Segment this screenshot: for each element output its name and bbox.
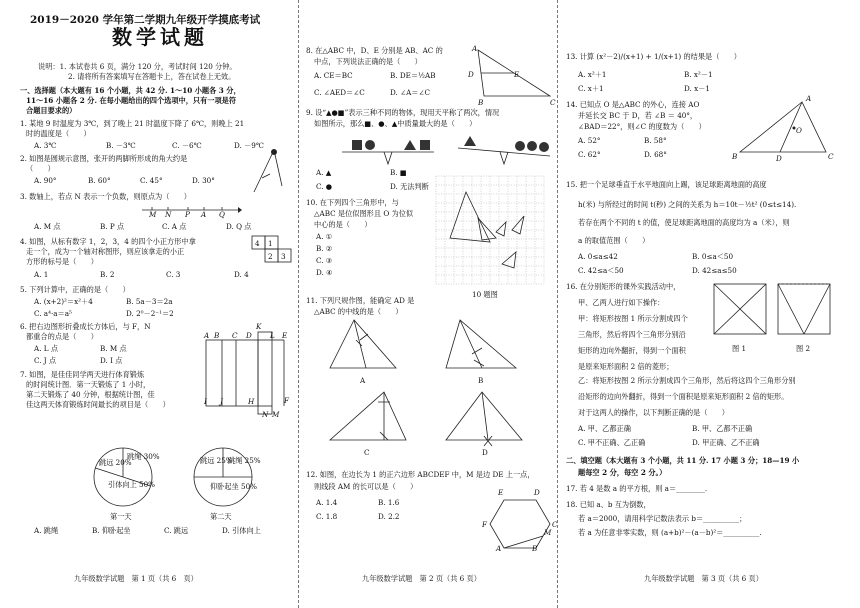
page-3 (560, 0, 860, 608)
q13-option-c: C. x＋1 (578, 84, 604, 93)
q14-text: 14. 已知点 O 是△ABC 的外心，连接 AO (566, 100, 700, 109)
q4-option-c: C. 3 (166, 270, 181, 279)
q10-text-3: 中心的是（ ） (314, 220, 372, 229)
page-2 (302, 0, 558, 608)
square-label-3: 3 (281, 252, 286, 261)
q1-text-2: 时的温度是（ ） (26, 129, 91, 138)
net-label-a: A (204, 331, 210, 340)
note-1: 说明：1. 本试卷共 6 页，满分 120 分，考试时间 120 分钟。 (38, 62, 237, 71)
q7-option-c: C. 跳远 (164, 526, 189, 535)
q1-option-d: D. －9℃ (234, 141, 264, 150)
q7-text-2: 的时间统计图．第一天锻炼了 1 小时， (26, 380, 151, 389)
q15-text: 15. 把一个足球垂直于水平地面向上踢，该足球距离地面的高度 (566, 180, 767, 189)
q8-option-c: C. ∠AED＝∠C (314, 88, 365, 97)
pie2-label-situp: 仰卧起坐 50% (210, 482, 258, 491)
q5-option-b: B. 5a－3＝2a (126, 297, 173, 306)
axis-label-a: A (201, 210, 207, 219)
pie1-label-jump: 跳远 20% (99, 458, 132, 467)
q14-label-a: A (806, 94, 812, 103)
q9-text: 9. 设“▲●■”表示三种不同的物体，现用天平称了两次，情况 (306, 108, 500, 117)
q3-text: 3. 数轴上，若点 N 表示一个负数，则原点为（ ） (20, 192, 191, 201)
grid-figure-q10 (432, 172, 548, 286)
q14-text-3: ∠BAD＝22°，则∠C 的度数为（ ） (578, 122, 706, 131)
q7-text: 7. 如图，是佳佳同学两天进行体育锻炼 (20, 370, 145, 379)
axis-label-n: N (165, 210, 172, 219)
q8-label-e: E (514, 70, 520, 79)
pie2-name: 第二天 (210, 512, 232, 521)
q5-text: 5. 下列计算中，正确的是（ ） (20, 285, 130, 294)
net-label-k: K (256, 322, 262, 331)
net-label-l: L (270, 331, 275, 340)
q11-label-d: D (482, 448, 488, 457)
net-label-c: C (232, 331, 238, 340)
q8-option-b: B. DE＝½AB (390, 71, 436, 80)
square-label-1: 1 (268, 239, 273, 248)
construction-d (442, 388, 528, 446)
q6-option-c: C. J 点 (34, 356, 57, 365)
q18-text-2: 若 a＝2000，请用科学记数法表示 b＝__________； (578, 514, 747, 523)
pie2-label-rope: 跳绳 25% (228, 456, 261, 465)
axis-label-q: Q (219, 210, 225, 219)
q16-text: 16. 在分别矩形的课外实践活动中， (566, 282, 681, 291)
q11-text: 11. 下列尺规作图，能确定 AD 是 (306, 296, 415, 305)
q1-text: 1. 某地 9 时温度为 3℃，到了晚上 21 时温度下降了 6℃，则晚上 21 (20, 119, 245, 128)
q7-option-d: D. 引体向上 (222, 526, 261, 535)
hex-label-e: E (498, 488, 504, 497)
hex-label-f: F (482, 520, 487, 529)
net-label-n: N (262, 410, 269, 419)
q18-text: 18. 已知 a、b 互为倒数， (566, 500, 651, 509)
q13-option-d: D. x－1 (684, 84, 710, 93)
q7-option-a: A. 跳绳 (34, 526, 59, 535)
q15-text-4: a 的取值范围（ ） (578, 236, 650, 245)
q2-text-2: （ ） (26, 164, 55, 173)
note-2: 2. 请将所有答案填写在答题卡上，答在试卷上无效。 (68, 72, 236, 81)
section-1-heading-3: 合题目要求的） (26, 106, 77, 115)
q15-option-a: A. 0≤a≤42 (578, 252, 618, 261)
q14-option-a: A. 52° (578, 136, 601, 145)
q15-text-2: h(米) 与所经过的时间 t(秒) 之间的关系为 h＝10t－½t² (0≤t≤14). (578, 200, 797, 209)
axis-label-p: P (185, 210, 190, 219)
q1-option-a: A. 3℃ (34, 141, 57, 150)
q4-text-3: 方形的标号是（ ） (26, 257, 98, 266)
page-2-footer: 九年级数学试题 第 2 页（共 6 页） (362, 574, 481, 583)
q5-option-d: D. 2⁰－2⁻¹＝2 (126, 309, 174, 318)
q12-text: 12. 如图，在边长为 1 的正六边形 ABCDEF 中，M 是边 DE 上一点， (306, 470, 535, 479)
q9-option-b: B. ■ (390, 168, 407, 177)
pie1-name: 第一天 (110, 512, 132, 521)
q16-text-8: 沿矩形的边向外翻折，得到一个面积是原来矩形面积 2 倍的矩形。 (578, 392, 789, 401)
page-1 (0, 0, 295, 608)
section-1-heading-2: 11～16 小题各 2 分. 在每小题给出的四个选项中，只有一项是符 (26, 96, 237, 105)
q5-option-c: C. a⁴·a＝a⁵ (34, 309, 72, 318)
q10-option-a: A. ① (316, 232, 333, 241)
page-1-footer: 九年级数学试题 第 1 页（共 6 页） (74, 574, 198, 583)
q8-text: 8. 在△ABC 中，D、E 分别是 AB、AC 的 (306, 46, 443, 55)
q14-label-b: B (732, 152, 738, 161)
pie2-label-jump: 跳远 25% (200, 456, 233, 465)
hex-label-c: C (552, 520, 558, 529)
q12-option-c: C. 1.8 (316, 512, 338, 521)
q10-caption: 10 题图 (472, 290, 498, 299)
q3-option-c: C. A 点 (162, 222, 187, 231)
q9-text-2: 如图所示，那么■、●、▲中质量最大的是（ ） (314, 119, 477, 128)
hex-label-b: B (532, 544, 538, 553)
q14-option-d: D. 68° (644, 150, 667, 159)
net-label-d: D (246, 331, 252, 340)
q9-option-a: A. ▲ (316, 168, 332, 177)
square-label-4: 4 (255, 239, 260, 248)
q8-option-a: A. CE＝BC (314, 71, 353, 80)
net-label-j: J (220, 397, 223, 406)
page-3-footer: 九年级数学试题 第 3 页（共 6 页） (644, 574, 763, 583)
q8-text-2: 中点，下列说法正确的是（ ） (314, 57, 422, 66)
q9-option-c: C. ● (316, 182, 333, 191)
q3-option-a: A. M 点 (34, 222, 61, 231)
q15-option-c: C. 42≤a＜50 (578, 266, 624, 275)
q11-label-b: B (478, 376, 484, 385)
section-2-heading: 二、填空题（本大题有 3 个小题，共 11 分. 17 小题 3 分；18—19 小 (566, 456, 800, 465)
q14-label-d: D (776, 154, 782, 163)
compass-figure (248, 148, 288, 196)
hex-label-m: M (544, 528, 552, 537)
q2-option-a: A. 90° (34, 176, 57, 185)
q7-text-3: 第二天锻炼了 40 分钟，根据统计图，佳 (26, 390, 155, 399)
construction-a (326, 316, 402, 374)
q16-option-d: D. 甲正确、乙不正确 (692, 438, 760, 447)
q8-label-a: A (472, 44, 478, 53)
q15-option-d: D. 42≤a≤50 (692, 266, 737, 275)
q12-option-b: B. 1.6 (378, 498, 400, 507)
net-label-b: B (214, 331, 220, 340)
q16-text-9: 对于这两人的操作，以下判断正确的是（ ） (578, 408, 729, 417)
q4-option-b: B. 2 (100, 270, 115, 279)
q6-option-b: B. M 点 (100, 344, 127, 353)
page-divider-1 (298, 0, 299, 608)
rectangle-figure-2 (774, 280, 834, 342)
pie1-label-pullup: 引体向上 50% (108, 480, 156, 489)
q11-label-a: A (360, 376, 366, 385)
q12-option-d: D. 2.2 (378, 512, 400, 521)
construction-c (326, 388, 412, 446)
q6-text-2: 都重合的点是（ ） (26, 332, 98, 341)
q4-option-a: A. 1 (34, 270, 49, 279)
figure-1-caption: 图 1 (732, 344, 747, 353)
q14-option-b: B. 58° (644, 136, 667, 145)
q12-text-2: 则线段 AM 的长可以是（ ） (314, 482, 418, 491)
q2-option-d: D. 30° (192, 176, 215, 185)
section-1-heading: 一、选择题（本大题有 16 个小题，共 42 分. 1～10 小题各 3 分， (20, 86, 241, 95)
q16-text-3: 甲：将矩形按图 1 所示分割成四个 (578, 314, 688, 323)
q8-label-b: B (478, 98, 484, 107)
construction-b (442, 316, 522, 374)
q16-text-5: 矩形的边向外翻折，得到一个面积 (578, 346, 686, 355)
q13-option-b: B. x²－1 (684, 70, 713, 79)
q1-option-b: B. －3℃ (106, 141, 136, 150)
q6-option-a: A. L 点 (34, 344, 59, 353)
figure-2-caption: 图 2 (796, 344, 811, 353)
q6-text: 6. 把右边图形折叠成长方体后，与 F，N (20, 322, 151, 331)
q13-text: 13. 计算 (x²－2)/(x+1) + 1/(x+1) 的结果是（ ） (566, 52, 741, 61)
square-label-2: 2 (268, 252, 273, 261)
q16-text-7: 乙：将矩形按图 2 所示分割成四个三角形，然后将这四个三角形分别 (578, 376, 796, 385)
net-label-f: F (284, 396, 289, 405)
axis-label-m: M (149, 210, 157, 219)
q14-label-c: C (828, 152, 834, 161)
q9-option-d: D. 无法判断 (390, 182, 429, 191)
q2-text: 2. 如图是圆规示意图，张开的两脚所形成的角大约是 (20, 154, 188, 163)
q4-text: 4. 如图，从标有数字 1，2，3，4 的四个小正方形中拿 (20, 237, 196, 246)
q13-option-a: A. x²＋1 (578, 70, 607, 79)
page-divider-2 (557, 0, 558, 608)
q17-text: 17. 若 4 是数 a 的平方根，则 a＝________. (566, 484, 708, 493)
q7-option-b: B. 仰卧起坐 (92, 526, 131, 535)
q16-option-a: A. 甲、乙都正确 (578, 424, 631, 433)
hex-label-d: D (534, 488, 540, 497)
hex-label-a: A (496, 544, 502, 553)
q15-option-b: B. 0≤a＜50 (692, 252, 734, 261)
exam-title: 2019－2020 学年第二学期九年级开学摸底考试 (30, 14, 261, 26)
number-line (142, 204, 242, 224)
net-label-m: M (272, 410, 280, 419)
q7-text-4: 佳这两天体育锻炼时间最长的项目是（ ） (26, 400, 170, 409)
q14-option-c: C. 62° (578, 150, 601, 159)
q8-label-d: D (468, 70, 474, 79)
q8-option-d: D. ∠A＝∠C (390, 88, 430, 97)
q14-label-o: O (796, 126, 802, 135)
q16-text-6: 是原来矩形面积 2 倍的菱形； (578, 362, 674, 371)
q12-option-a: A. 1.4 (316, 498, 338, 507)
balance-figure (338, 128, 554, 170)
net-label-e: E (282, 331, 288, 340)
q14-text-2: 并延长交 BC 于 D，若 ∠B ＝ 40°， (578, 111, 698, 120)
q10-option-c: C. ③ (316, 256, 333, 265)
q16-option-b: B. 甲、乙都不正确 (692, 424, 753, 433)
q15-text-3: 若存在两个不同的 t 的值，使足球距离地面的高度均为 a（米），则 (578, 218, 790, 227)
q6-option-d: D. I 点 (100, 356, 123, 365)
pie1-label-rope: 跳绳 30% (127, 452, 160, 461)
q10-text-2: △ABC 是位似图形且 O 为位似 (314, 209, 414, 218)
q1-option-c: C. －6℃ (172, 141, 202, 150)
q18-text-3: 若 a 为任意非零实数，则 (a+b)²－(a－b)²＝__________. (578, 528, 762, 537)
q10-text: 10. 在下列四个三角形中，与 (306, 198, 399, 207)
net-label-h: H (248, 397, 255, 406)
q16-text-4: 三角形，然后将四个三角形分别沿 (578, 330, 686, 339)
q10-option-d: D. ④ (316, 268, 333, 277)
q3-option-b: B. P 点 (100, 222, 125, 231)
q16-text-2: 甲、乙两人进行如下操作： (578, 298, 665, 307)
q16-option-c: C. 甲不正确、乙正确 (578, 438, 646, 447)
circumcenter-figure (736, 98, 832, 156)
q11-text-2: △ABC 的中线的是（ ） (314, 307, 403, 316)
rectangle-figure-1 (710, 280, 770, 342)
q3-option-d: D. Q 点 (226, 222, 252, 231)
q10-option-b: B. ② (316, 244, 333, 253)
q4-option-d: D. 4 (234, 270, 249, 279)
subject-title: 数学试题 (112, 25, 208, 49)
q2-option-c: C. 45° (140, 176, 163, 185)
q8-label-c: C (550, 98, 556, 107)
q4-text-2: 走一个，成为一个轴对称图形，则应该拿走的小正 (26, 247, 185, 256)
net-label-i: I (204, 397, 207, 406)
q2-option-b: B. 60° (88, 176, 111, 185)
q5-option-a: A. (x+2)²＝x²＋4 (34, 297, 93, 306)
q11-label-c: C (364, 448, 370, 457)
section-2-heading-2: 题每空 2 分，每空 2 分。） (578, 468, 667, 477)
